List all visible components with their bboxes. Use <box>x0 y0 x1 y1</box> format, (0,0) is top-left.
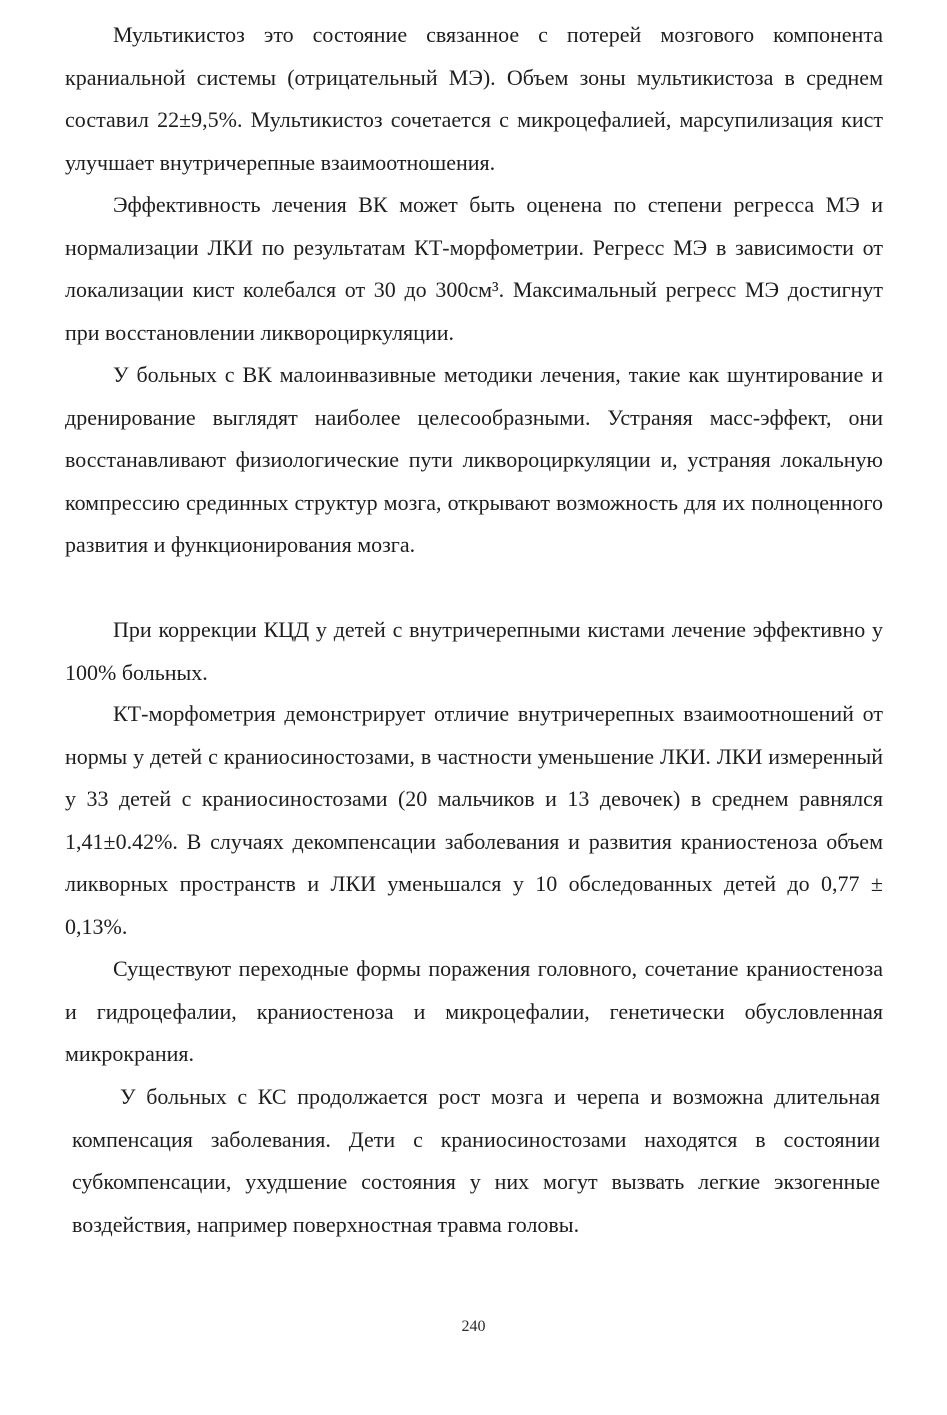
paragraph-text: У больных с КС продолжается рост мозга и черепа и возможна длительная компенсация заболевания. Дети с краниосиностозами находятся в состоянии субкомпенсации, ухудшение состояния у них могут вызвать легкие экзогенные воздействия, например поверхностная травма головы. <box>72 1084 880 1237</box>
paragraph-minimally-invasive <box>65 354 883 567</box>
paragraph-text: У больных с ВК малоинвазивные методики лечения, такие как шунтирование и дренирование выглядят наиболее целесообразными. Устраняя масс-эффект, они восстанавливают физиологические пути ликвороциркуляции и, устраняя локальную компрессию срединных структур мозга, открывают возможность для их полноценного развития и функционирования мозга. <box>65 362 883 557</box>
paragraph-text: Эффективность лечения ВК может быть оценена по степени регресса МЭ и нормализации ЛКИ по результатам КТ-морфометрии. Регресс МЭ в зависимости от локализации кист колебался от 30 до 300см³. Максимальный регресс МЭ достигнут при восстановлении ликвороциркуляции. <box>65 192 883 345</box>
paragraph-multicystosis <box>65 14 883 184</box>
paragraph-kcd-correction <box>65 609 883 694</box>
page-number: 240 <box>461 1318 486 1335</box>
paragraph-transitional-forms <box>65 948 883 1076</box>
paragraph-treatment-effectiveness <box>65 184 883 354</box>
paragraph-cs-patients <box>72 1076 880 1246</box>
paragraph-text: Существуют переходные формы поражения головного, сочетание краниостеноза и гидроцефалии, краниостеноза и микроцефалии, генетически обусловленная микрокрания. <box>65 956 883 1066</box>
paragraph-text: Мультикистоз это состояние связанное с потерей мозгового компонента краниальной системы (отрицательный МЭ). Объем зоны мультикистоза в среднем составил 22±9,5%. Мультикистоз сочетается с микроцефалией, марсупилизация кист улучшает внутричерепные взаимоотношения. <box>65 22 883 175</box>
paragraph-text: КТ-морфометрия демонстрирует отличие внутричерепных взаимоотношений от нормы у детей с краниосиностозами, в частности уменьшение ЛКИ. ЛКИ измеренный у 33 детей с краниосиностозами (20 мальчиков и 13 девочек) в среднем равнялся 1,41±0.42%. В случаях декомпенсации заболевания и развития краниостеноза объем ликворных пространств и ЛКИ уменьшался у 10 обследованных детей до 0,77 ± 0,13%. <box>65 701 883 939</box>
paragraph-ct-morphometry <box>65 693 883 948</box>
paragraph-text: При коррекции КЦД у детей с внутричерепными кистами лечение эффективно у 100% больных. <box>65 617 883 685</box>
